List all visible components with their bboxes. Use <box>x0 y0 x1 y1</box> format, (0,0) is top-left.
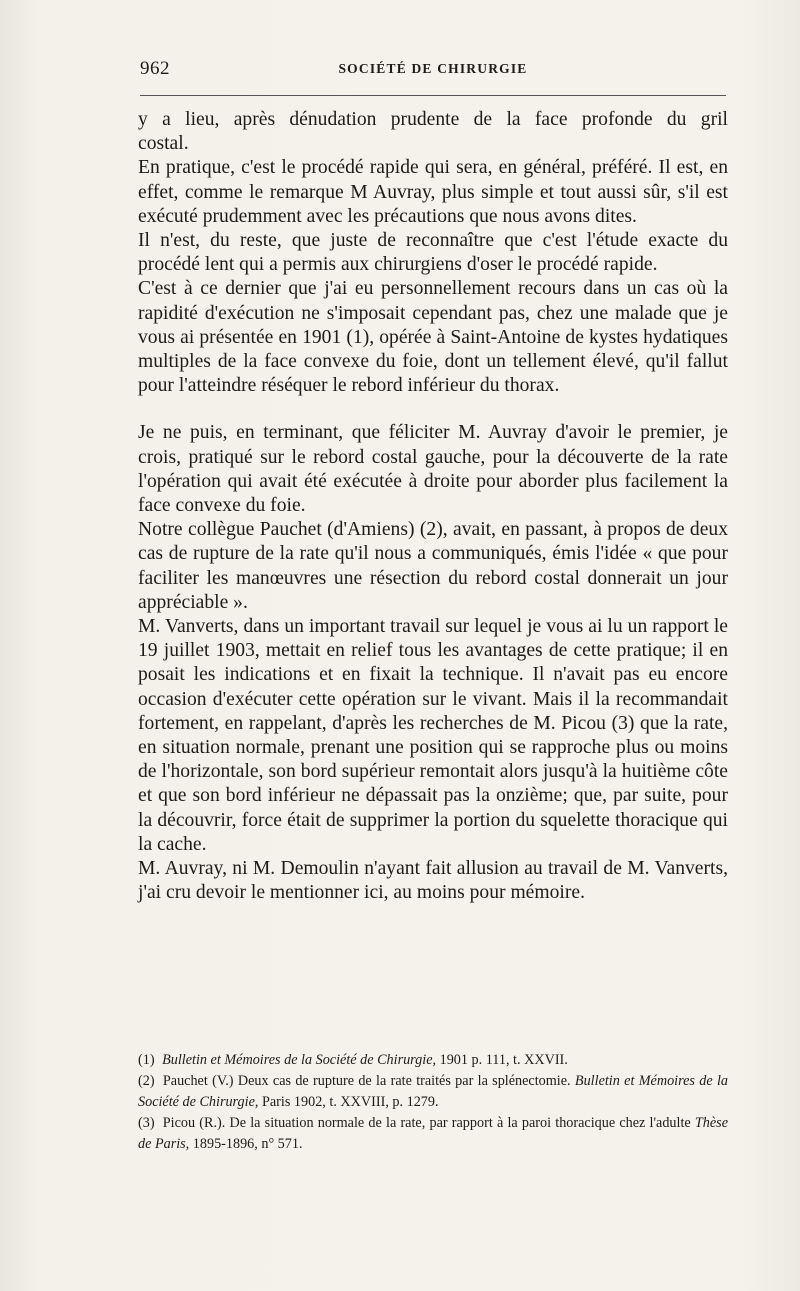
footnote: (1) Bulletin et Mémoires de la Société de Chirurgie, 1901 p. 111, t. XXVII. <box>138 1052 568 1068</box>
main-text <box>138 108 728 906</box>
paragraph: C'est à ce dernier que j'ai eu personnellement recours dans un cas où la rapidité d'exécution ne s'imposait cependant pas, chez une malade que je vous ai présentée en 1901 (1), opérée à Saint-Antoine de kystes hydatiques multiples de la face convexe du foie, dont un tellement élevé, qu'il fallut pour l'atteindre réséquer le rebord inférieur du thorax. <box>138 278 728 397</box>
footnote: (2) Pauchet (V.) Deux cas de rupture de la rate traités par la splénectomie. Bulletin et Mémoires de la Société de Chirurgie, Paris 1902, t. XXVIII, p. 1279. <box>138 1073 729 1110</box>
header-divider <box>140 95 726 96</box>
paragraph: Il n'est, du reste, que juste de reconnaître que c'est l'étude exacte du procédé lent qui a permis aux chirurgiens d'oser le procédé rapide. <box>138 230 728 276</box>
paragraph: M. Auvray, ni M. Demoulin n'ayant fait allusion au travail de M. Vanverts, j'ai cru devoir le mentionner ici, au moins pour mémoire. <box>138 858 728 904</box>
footnote: (3) Picou (R.). De la situation normale de la rate, par rapport à la paroi thoracique chez l'adulte Thèse de Paris, 1895-1896, n° 571. <box>138 1115 728 1152</box>
page-header <box>140 58 726 82</box>
running-title: SOCIÉTÉ DE CHIRURGIE <box>338 61 528 76</box>
footnotes <box>138 1050 728 1155</box>
paragraph: M. Vanverts, dans un important travail sur lequel je vous ai lu un rapport le 19 juillet 1903, mettait en relief tous les avantages de cette pratique; il en posait les indications et en fixait la technique. Il n'avait pas eu encore occasion d'exécuter cette opération sur le vivant. Mais il la recommandait fortement, en rappelant, d'après les recherches de M. Picou (3) que la rate, en situation normale, prenant une position qui se rapproche plus ou moins de l'horizontale, son bord supérieur remontait alors jusqu'à la huitième côte et que son bord inférieur ne dépassait pas la onzième; que, par suite, pour la découvrir, force était de supprimer la portion du squelette thoracique qui la cache. <box>138 616 728 855</box>
paragraph: y a lieu, après dénudation prudente de la face profonde du gril costal. <box>138 109 728 155</box>
paragraph: En pratique, c'est le procédé rapide qui sera, en général, préféré. Il est, en effet, comme le remarque M Auvray, plus simple et tout aussi sûr, s'il est exécuté prudemment avec les précautions que nous avons dites. <box>138 157 728 227</box>
paragraph: Notre collègue Pauchet (d'Amiens) (2), avait, en passant, à propos de deux cas de rupture de la rate qu'il nous a communiqués, émis l'idée « que pour faciliter les manœuvres une résection du rebord costal donnerait un jour appréciable ». <box>138 519 728 613</box>
paragraph: Je ne puis, en terminant, que féliciter M. Auvray d'avoir le premier, je crois, pratiqué sur le rebord costal gauche, pour la découverte de la rate l'opération qui avait été exécutée à droite pour aborder plus facilement la face convexe du foie. <box>138 422 728 517</box>
section-gap <box>138 398 728 421</box>
page-number: 962 <box>140 58 170 79</box>
